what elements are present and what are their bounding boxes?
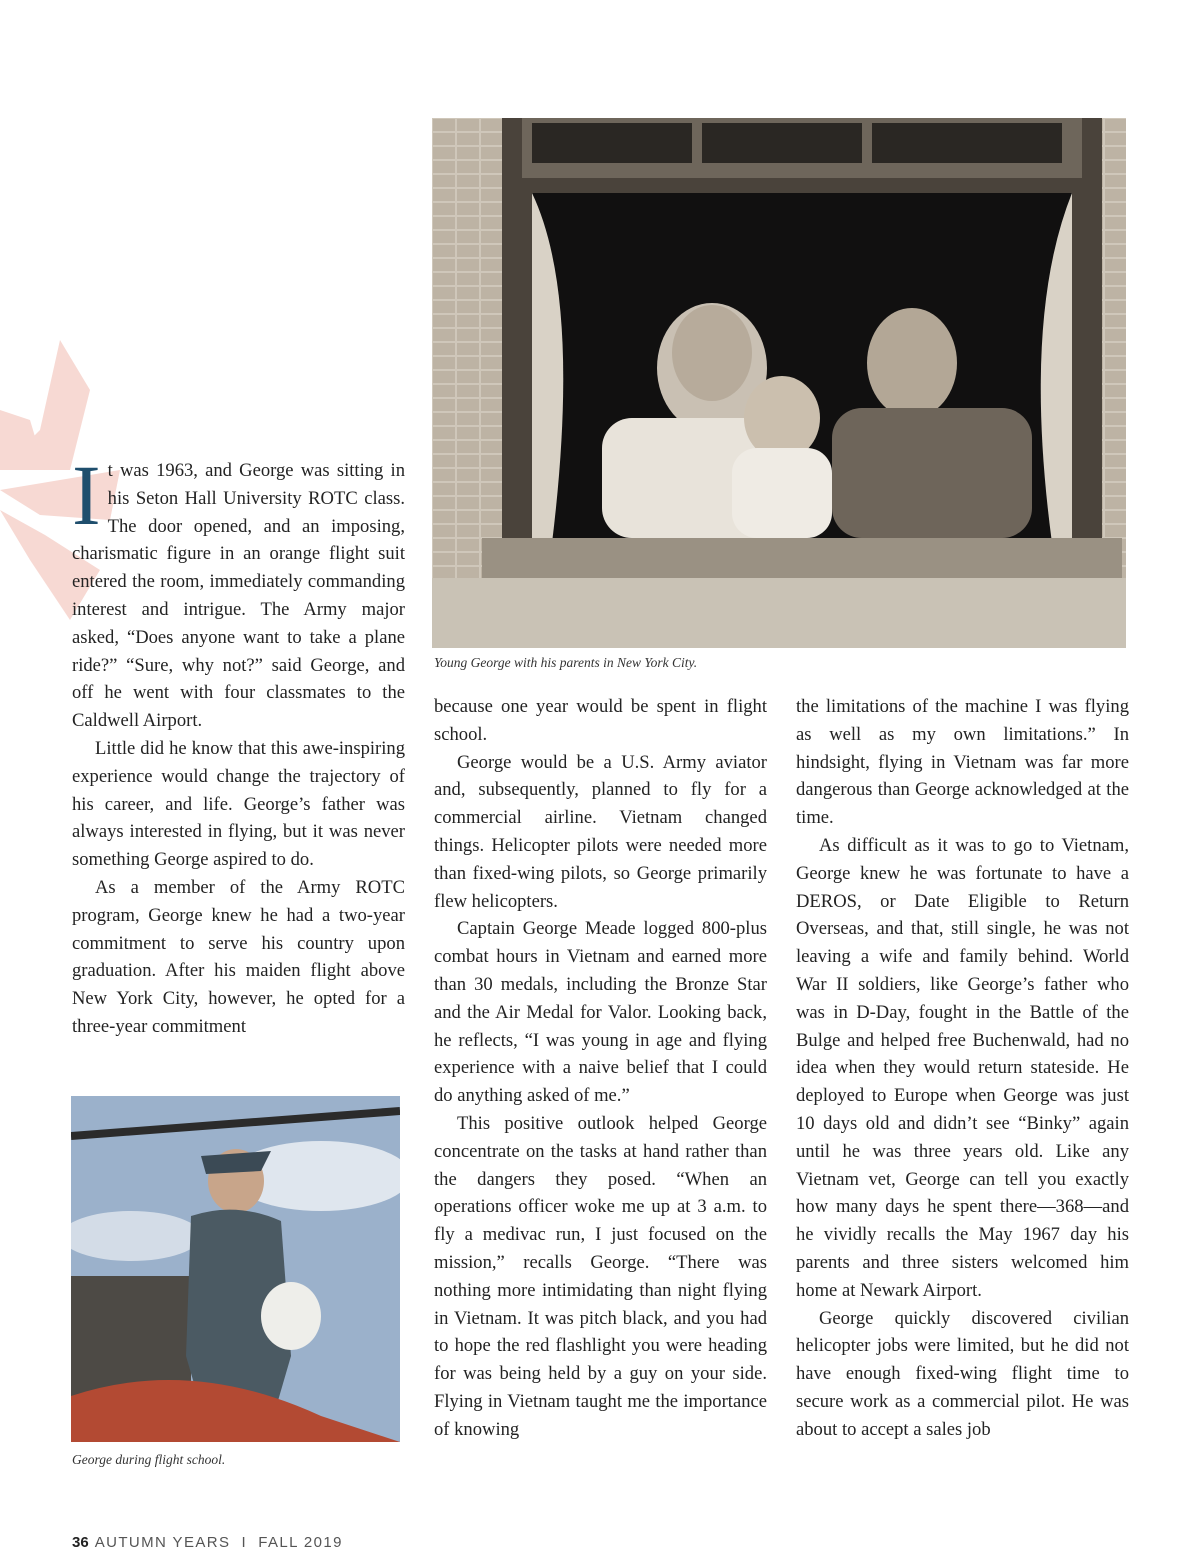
article-column-2 <box>434 693 767 1444</box>
drop-cap: I <box>72 447 101 543</box>
paragraph: George would be a U.S. Army aviator and, subsequently, planned to fly for a commercial airline. Vietnam changed things. Helicopter pilots were needed more than fixed-wing pilots, so George primarily flew helicopters. <box>434 751 767 912</box>
paragraph: As a member of the Army ROTC program, George knew he had a two-year commitment to serve his country upon graduation. After his maiden flight above New York City, however, he opted for a three-year commitment <box>72 876 405 1037</box>
paragraph: because one year would be spent in flight school. <box>434 696 767 745</box>
page-footer <box>72 1534 343 1551</box>
family-photo-caption: Young George with his parents in New York City. <box>434 655 698 670</box>
paragraph: It was 1963, and George was sitting in his Seton Hall University ROTC class. The door opened, and an imposing, charismatic figure in an orange flight suit entered the room, immediately commanding interest and intrigue. The Army major asked, “Does anyone want to take a plane ride?” “Sure, why not?” said George, and off he went with four classmates to the Caldwell Airport. <box>72 447 405 732</box>
article-column-3 <box>796 693 1129 1444</box>
paragraph: This positive outlook helped George concentrate on the tasks at hand rather than the dangers they posed. “When an operations officer woke me up at 3 a.m. to fly a medivac run, I just focused on the mission,” recalls George. “There was nothing more intimidating than night flying in Vietnam. It was pitch black, and you had to hope the red flashlight you were heading for was being held by a guy on your side. Flying in Vietnam taught me the importance of knowing <box>434 1112 767 1440</box>
paragraph: George quickly discovered civilian helicopter jobs were limited, but he did not have enough fixed-wing flight time to secure work as a commercial pilot. He was about to accept a sales job <box>796 1307 1129 1440</box>
paragraph: Captain George Meade logged 800-plus combat hours in Vietnam and earned more than 30 medals, including the Bronze Star and the Air Medal for Valor. Looking back, he reflects, “I was young in age and flying experience with a naive belief that I could do anything asked of me.” <box>434 918 767 1107</box>
flight-school-photo-caption: George during flight school. <box>72 1452 226 1467</box>
family-photo <box>432 118 1126 648</box>
paragraph: the limitations of the machine I was flying as well as my own limitations.” In hindsight, flying in Vietnam was far more dangerous than George acknowledged at the time. <box>796 696 1129 829</box>
paragraph: As difficult as it was to go to Vietnam, George knew he was fortunate to have a DEROS, or Date Eligible to Return Overseas, and that, still single, he was not leaving a wife and family behind. World War II soldiers, like George’s father who was in D-Day, fought in the Battle of the Bulge and helped free Buchenwald, had no idea when they would return stateside. He deployed to Europe when George was just 10 days old and didn’t see “Binky” again until he was three years old. Like any Vietnam vet, George can tell you exactly how many days he spent there—368—and he vividly recalls the May 1967 day his parents and three sisters welcomed him home at Newark Airport. <box>796 834 1129 1301</box>
article-column-1 <box>72 447 405 1041</box>
publication-issue: AUTUMN YEARS I FALL 2019 <box>94 1534 343 1551</box>
flight-school-photo <box>71 1096 400 1442</box>
paragraph: Little did he know that this awe-inspiring experience would change the trajectory of his career, and life. George’s father was always interested in flying, but it was never something George aspired to do. <box>72 737 405 871</box>
page-number: 36 <box>72 1534 89 1551</box>
